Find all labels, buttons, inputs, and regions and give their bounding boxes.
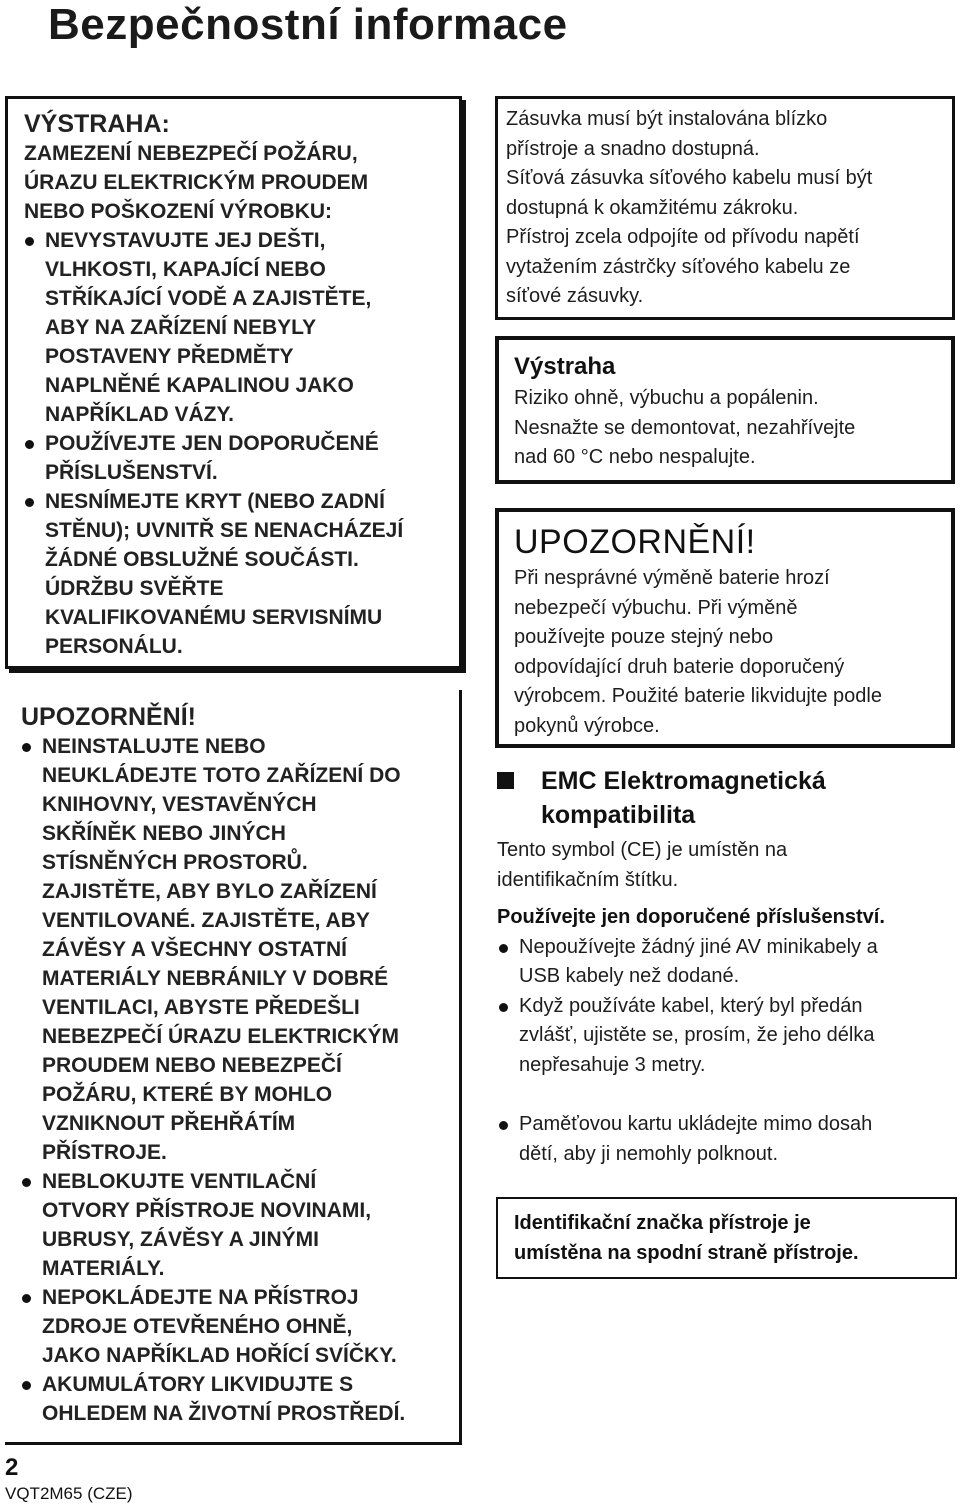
text-line: Síťová zásuvka síťového kabelu musí být	[506, 167, 873, 189]
warning-bullet	[24, 226, 459, 429]
warning-box	[5, 96, 462, 669]
battery-warning-text	[514, 384, 951, 473]
bullet-line: PROUDEM NEBO NEBEZPEČÍ	[42, 1054, 342, 1077]
bullet-line: nepřesahuje 3 metry.	[519, 1053, 706, 1076]
text-line: síťové zásuvky.	[506, 285, 644, 307]
bullet-line: dětí, aby ji nemohly polknout.	[519, 1142, 779, 1165]
bullet-line: NEBLOKUJTE VENTILAČNÍ	[42, 1170, 317, 1193]
warning-intro-line: ZAMEZENÍ NEBEZPEČÍ POŽÁRU,	[24, 142, 358, 165]
text-line: Zásuvka musí být instalována blízko	[506, 108, 828, 130]
bullet-line: UBRUSY, ZÁVĚSY A JINÝMI	[42, 1228, 319, 1251]
caution-box	[5, 690, 462, 1445]
bullet-line: VENTILOVANÉ. ZAJISTĚTE, ABY	[42, 909, 370, 932]
warning-bullet	[24, 487, 459, 661]
warning-intro	[24, 139, 459, 226]
id-label-text	[514, 1209, 955, 1268]
bullet-line: PŘÍSLUŠENSTVÍ.	[45, 461, 218, 484]
text-line: vytažením zástrčky síťového kabelu ze	[506, 255, 851, 278]
bullet-line: Nepoužívejte žádný jiné AV minikabely a	[519, 935, 878, 958]
bullet-line: VZNIKNOUT PŘEHŘÁTÍM	[42, 1112, 296, 1135]
text-line: Identifikační značka přístroje je	[514, 1212, 811, 1234]
emc-heading-block	[497, 764, 957, 832]
bullet-line: ŽÁDNÉ OBSLUŽNÉ SOUČÁSTI.	[45, 548, 359, 571]
warning-intro-line: NEBO POŠKOZENÍ VÝROBKU:	[24, 200, 333, 223]
text-line: Riziko ohně, výbuchu a popálenin.	[514, 387, 819, 409]
bullet-line: Paměťovou kartu ukládejte mimo dosah	[519, 1113, 873, 1135]
bullet-line: POSTAVENY PŘEDMĚTY	[45, 345, 294, 368]
text-line: Při nesprávné výměně baterie hrozí	[514, 567, 830, 589]
square-bullet-icon	[497, 772, 514, 789]
caution-bullet	[21, 1167, 459, 1283]
text-line: Nesnažte se demontovat, nezahřívejte	[514, 416, 856, 439]
bullet-line: ÚDRŽBU SVĚŘTE	[45, 577, 224, 600]
bullet-line: NEPOKLÁDEJTE NA PŘÍSTROJ	[42, 1286, 359, 1309]
bullet-line: NESNÍMEJTE KRYT (NEBO ZADNÍ	[45, 490, 385, 513]
bullet-line: SKŘÍNĚK NEBO JINÝCH	[42, 822, 286, 845]
text-line: Přístroj zcela odpojíte od přívodu napětí	[506, 226, 860, 248]
outlet-box	[495, 96, 955, 320]
text-line: dostupná k okamžitému zákroku.	[506, 196, 799, 219]
bullet-line: STŘÍKAJÍCÍ VODĚ A ZAJISTĚTE,	[45, 287, 372, 310]
accessories-heading: Používejte jen doporučené příslušenství.	[497, 906, 885, 928]
bullet-line: KNIHOVNY, VESTAVĚNÝCH	[42, 793, 317, 816]
bullet-line: VLHKOSTI, KAPAJÍCÍ NEBO	[45, 258, 326, 281]
text-line: používejte pouze stejný nebo	[514, 626, 774, 648]
ce-text	[497, 836, 957, 895]
page-number: 2	[5, 1454, 19, 1481]
bullet-line: NEUKLÁDEJTE TOTO ZAŘÍZENÍ DO	[42, 764, 401, 787]
caution-heading: UPOZORNĚNÍ!	[21, 703, 196, 731]
text-line: odpovídající druh baterie doporučený	[514, 655, 845, 678]
bullet-line: MATERIÁLY NEBRÁNILY V DOBRÉ	[42, 967, 389, 990]
battery-caution-heading: UPOZORNĚNÍ!	[514, 523, 756, 561]
text-line: pokynů výrobce.	[514, 714, 660, 737]
bullet-line: ABY NA ZAŘÍZENÍ NEBYLY	[45, 316, 317, 339]
text-line: přístroje a snadno dostupná.	[506, 137, 760, 160]
text-line: Tento symbol (CE) je umístěn na	[497, 839, 788, 861]
heading-line: EMC Elektromagnetická	[541, 767, 826, 795]
bullet-line: POUŽÍVEJTE JEN DOPORUČENÉ	[45, 432, 379, 455]
bullet-line: PŘÍSTROJE.	[42, 1141, 167, 1164]
warning-heading: VÝSTRAHA:	[24, 110, 170, 138]
bullet-line: zvlášť, ujistěte se, prosím, že jeho délka	[519, 1024, 875, 1046]
bullet-line: ZÁVĚSY A VŠECHNY OSTATNÍ	[42, 938, 347, 961]
warning-bullet	[24, 429, 459, 487]
outlet-text	[506, 105, 952, 312]
bullet-line: ZDROJE OTEVŘENÉHO OHNĚ,	[42, 1315, 353, 1338]
battery-warning-heading: Výstraha	[514, 353, 616, 380]
caution-bullet	[21, 732, 459, 1167]
text-line: nebezpečí výbuchu. Při výměně	[514, 596, 798, 619]
bullet-line: NEINSTALUJTE NEBO	[42, 735, 266, 758]
bullet-line: VENTILACI, ABYSTE PŘEDEŠLI	[42, 996, 360, 1019]
text-line: výrobcem. Použité baterie likvidujte podle	[514, 685, 882, 707]
battery-warning-box	[495, 336, 955, 484]
emc-section	[497, 764, 957, 1169]
bullet-line: POŽÁRU, KTERÉ BY MOHLO	[42, 1083, 333, 1106]
heading-line: kompatibilita	[541, 801, 696, 829]
caution-bullet	[21, 1283, 459, 1370]
emc-bullet	[497, 1110, 957, 1169]
bullet-line: PERSONÁLU.	[45, 635, 183, 658]
bullet-line: STÍSNĚNÝCH PROSTORŮ.	[42, 851, 308, 874]
bullet-line: MATERIÁLY.	[42, 1257, 165, 1280]
bullet-line: JAKO NAPŘÍKLAD HOŘÍCÍ SVÍČKY.	[42, 1344, 397, 1367]
bullet-line: STĚNU); UVNITŘ SE NENACHÁZEJÍ	[45, 519, 404, 542]
text-line: nad 60 °C nebo nespalujte.	[514, 446, 756, 468]
bullet-line: Když používáte kabel, který byl předán	[519, 994, 863, 1017]
warning-intro-line: ÚRAZU ELEKTRICKÝM PROUDEM	[24, 171, 369, 194]
bullet-line: NAPLNĚNÉ KAPALINOU JAKO	[45, 374, 354, 397]
page-title: Bezpečnostní informace	[48, 0, 568, 49]
bullet-line: NEBEZPEČÍ ÚRAZU ELEKTRICKÝM	[42, 1025, 400, 1048]
emc-bullet	[497, 992, 957, 1081]
emc-heading	[497, 764, 957, 832]
bullet-line: KVALIFIKOVANÉMU SERVISNÍMU	[45, 606, 383, 629]
bullet-line: AKUMULÁTORY LIKVIDUJTE S	[42, 1373, 354, 1396]
bullet-line: OTVORY PŘÍSTROJE NOVINAMI,	[42, 1199, 372, 1222]
bullet-line: NEVYSTAVUJTE JEJ DEŠTI,	[45, 229, 326, 252]
bullet-line: USB kabely než dodané.	[519, 965, 740, 987]
text-line: umístěna na spodní straně přístroje.	[514, 1241, 859, 1264]
battery-caution-box	[495, 508, 955, 748]
battery-caution-text	[514, 564, 951, 741]
caution-bullet	[21, 1370, 459, 1428]
text-line: identifikačním štítku.	[497, 868, 679, 891]
id-label-box	[496, 1197, 957, 1279]
bullet-line: OHLEDEM NA ŽIVOTNÍ PROSTŘEDÍ.	[42, 1402, 406, 1425]
emc-bullet	[497, 933, 957, 992]
document-code: VQT2M65 (CZE)	[5, 1484, 133, 1503]
bullet-line: ZAJISTĚTE, ABY BYLO ZAŘÍZENÍ	[42, 880, 377, 903]
bullet-line: NAPŘÍKLAD VÁZY.	[45, 403, 235, 426]
